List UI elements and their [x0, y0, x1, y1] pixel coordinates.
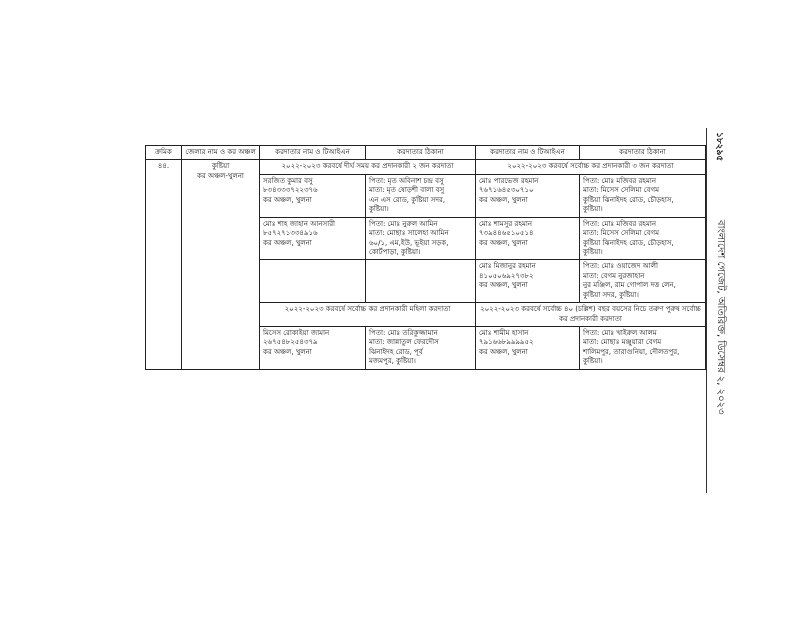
address-line: কুষ্টিয়া।	[369, 205, 389, 214]
taxpayer-name-tin	[260, 217, 366, 260]
header-serial: ক্রমিক	[146, 146, 182, 160]
address-line: শালিমপুর, তারাগুনিয়া, দৌলতপুর,	[583, 347, 680, 356]
header-district: জেলার নাম ও কর অঞ্চল	[182, 146, 260, 160]
address-line: মাতা: মিসেস সেলিমা বেগম	[583, 186, 659, 195]
taxpayer-table	[145, 145, 706, 370]
address-line: মাতা: বেগম নুরজাহান	[583, 271, 645, 280]
header-address-1: করদাতার ঠিকানা	[366, 146, 476, 160]
section1-left-title: ২০২২-২০২৩ করবর্ষে দীর্ঘ সময় কর প্রদানকারী ২ জন করদাতা	[260, 160, 476, 174]
address-line: এন এস রোড, কুষ্টিয়া সদর,	[369, 195, 446, 204]
address-line: কুষ্টিয়া।	[583, 357, 603, 366]
address-line: মাতা: মৃত ষোড়শী বালা বসু	[369, 186, 445, 195]
address-line: কুষ্টিয়া।	[583, 205, 603, 214]
district-name: কুষ্টিয়া	[211, 162, 230, 171]
address-line: কুষ্টিয়া ঝিনাইদহ রোড, চৌড়হাস,	[583, 195, 674, 204]
section2-right-title: ২০২২-২০২৩ করবর্ষে সর্বোচ্চ ৪০ (চল্লিশ) বছর বয়সের নিচে তরুণ পুরুষ সর্বোচ্চ কর প্রদানকারী করদাতা	[476, 303, 706, 327]
taxpayer-address	[580, 217, 706, 260]
taxpayer-name: সরজিত কুমার বসু	[263, 176, 313, 185]
header-name-tin-1: করদাতার নাম ও টিআইএন	[260, 146, 366, 160]
address-line: পিতা: মৃত অবিনাশ চন্দ্র বসু	[369, 176, 444, 185]
address-line: মাতা: মোছাঃ সালেহা আমিন	[369, 229, 449, 238]
header-name-tin-2: করদাতার নাম ও টিআইএন	[476, 146, 580, 160]
address-line: কুষ্টিয়া।	[583, 247, 603, 256]
taxpayer-name: মিসেস রোকাইয়া জামান	[263, 329, 330, 337]
address-line: পিতা: মোঃ মজিবর রহমান	[583, 176, 657, 185]
district-zone: কর অঞ্চল-খুলনা	[197, 171, 244, 180]
header-address-2: করদাতার ঠিকানা	[580, 146, 706, 160]
taxpayer-zone: কর অঞ্চল, খুলনা	[479, 347, 528, 356]
taxpayer-tin: ৮৩৪৩৩৩৭২২৩৭৬	[263, 186, 318, 195]
taxpayer-address	[366, 327, 476, 370]
taxpayer-name: মোঃ শামসুর রহমান	[479, 219, 533, 228]
section2-left-title: ২০২২-২০২৩ করবর্ষে সর্বোচ্চ কর প্রদানকারী মহিলা করদাতা	[260, 303, 476, 327]
header-row	[146, 146, 706, 160]
taxpayer-tin: ৪১০৫০৬৯২৭৩৮২	[479, 271, 534, 280]
address-line: কুষ্টিয়া সদর, কুষ্টিয়া।	[583, 290, 639, 299]
address-line: নুর মঞ্জিল, রাম গোপাল দত্ত লেন,	[583, 281, 676, 290]
taxpayer-tin: ৭৩৯৪৪৬৫১০৫১৪	[479, 229, 534, 238]
taxpayer-tin: ৭৯১৬৬৮৯৯৯৯৫২	[479, 338, 534, 347]
address-line: মাতা: জান্নাতুল ফেরদৌস	[369, 338, 439, 347]
taxpayer-name: মোঃ মিজানুর রহমান	[479, 262, 536, 271]
district-cell	[182, 160, 260, 369]
address-line: পিতা: মোঃ খাইরুল আলম	[583, 329, 657, 337]
address-line: পিতা: মোঃ নুরুল আমিন	[369, 219, 438, 228]
taxpayer-tin: ৮৫৭২৭১৩৩৪৯১৬	[263, 229, 318, 238]
section1-title-row	[146, 160, 706, 174]
taxpayer-name: মোঃ শামীম হাসান	[479, 329, 529, 337]
address-line: ৬০/১, এম,ইউ, ভূইয়া সড়ক,	[369, 238, 449, 247]
address-line: মাতা: মোছাঃ মঞ্জুয়ারা বেগম	[583, 338, 662, 347]
page-number: ১৮২৯৫	[714, 132, 724, 162]
taxpayer-name: মোঃ শাহ জাহান আনসারী	[263, 219, 336, 228]
taxpayer-zone: কর অঞ্চল, খুলনা	[479, 195, 528, 204]
taxpayer-address	[580, 260, 706, 303]
taxpayer-name-tin	[476, 260, 580, 303]
address-line: পিতা: মোঃ তরিকুজ্জামান	[369, 329, 438, 337]
taxpayer-name-tin	[260, 174, 366, 217]
taxpayer-zone: কর অঞ্চল, খুলনা	[263, 238, 312, 247]
address-line: কোর্টপাড়া, কুষ্টিয়া।	[369, 247, 421, 256]
taxpayer-zone: কর অঞ্চল, খুলনা	[479, 238, 528, 247]
taxpayer-name: মোঃ পারভেজ রহমান	[479, 176, 539, 185]
address-line: ঝিনাইদহ রোড, পূর্ব	[369, 347, 423, 356]
taxpayer-zone: কর অঞ্চল, খুলনা	[479, 281, 528, 290]
taxpayer-address	[366, 174, 476, 217]
empty-cell	[366, 260, 476, 303]
taxpayer-name-tin	[476, 174, 580, 217]
empty-cell	[260, 260, 366, 303]
address-line: পিতা: মোঃ ওয়াজেদ আলী	[583, 262, 659, 271]
address-line: মজমপুর, কুষ্টিয়া।	[369, 357, 416, 366]
taxpayer-name-tin	[476, 217, 580, 260]
taxpayer-address	[580, 327, 706, 370]
taxpayer-zone: কর অঞ্চল, খুলনা	[263, 195, 312, 204]
taxpayer-tin: ২৬৭৫৪৮২৫৪৩৭৯	[263, 338, 318, 347]
serial-cell: ৪৪.	[146, 160, 182, 369]
address-line: কুষ্টিয়া ঝিনাইদহ রোড, চৌড়হাস,	[583, 238, 674, 247]
address-line: পিতা: মোঃ মজিবর রহমান	[583, 219, 657, 228]
taxpayer-name-tin	[260, 327, 366, 370]
margin-rule	[706, 128, 707, 493]
taxpayer-tin: ৭৬৭১৬৪৫৩০৭১০	[479, 186, 534, 195]
taxpayer-zone: কর অঞ্চল, খুলনা	[263, 347, 312, 356]
taxpayer-address	[580, 174, 706, 217]
address-line: মাতা: মিসেস সেলিমা বেগম	[583, 229, 659, 238]
taxpayer-name-tin	[476, 327, 580, 370]
running-header: বাংলাদেশ গেজেট, অতিরিক্ত, ডিসেম্বর ২, ২০২৩	[715, 220, 726, 415]
taxpayer-address	[366, 217, 476, 260]
section1-right-title: ২০২২-২০২৩ করবর্ষে সর্বোচ্চ কর প্রদানকারী ৩ জন করদাতা	[476, 160, 706, 174]
